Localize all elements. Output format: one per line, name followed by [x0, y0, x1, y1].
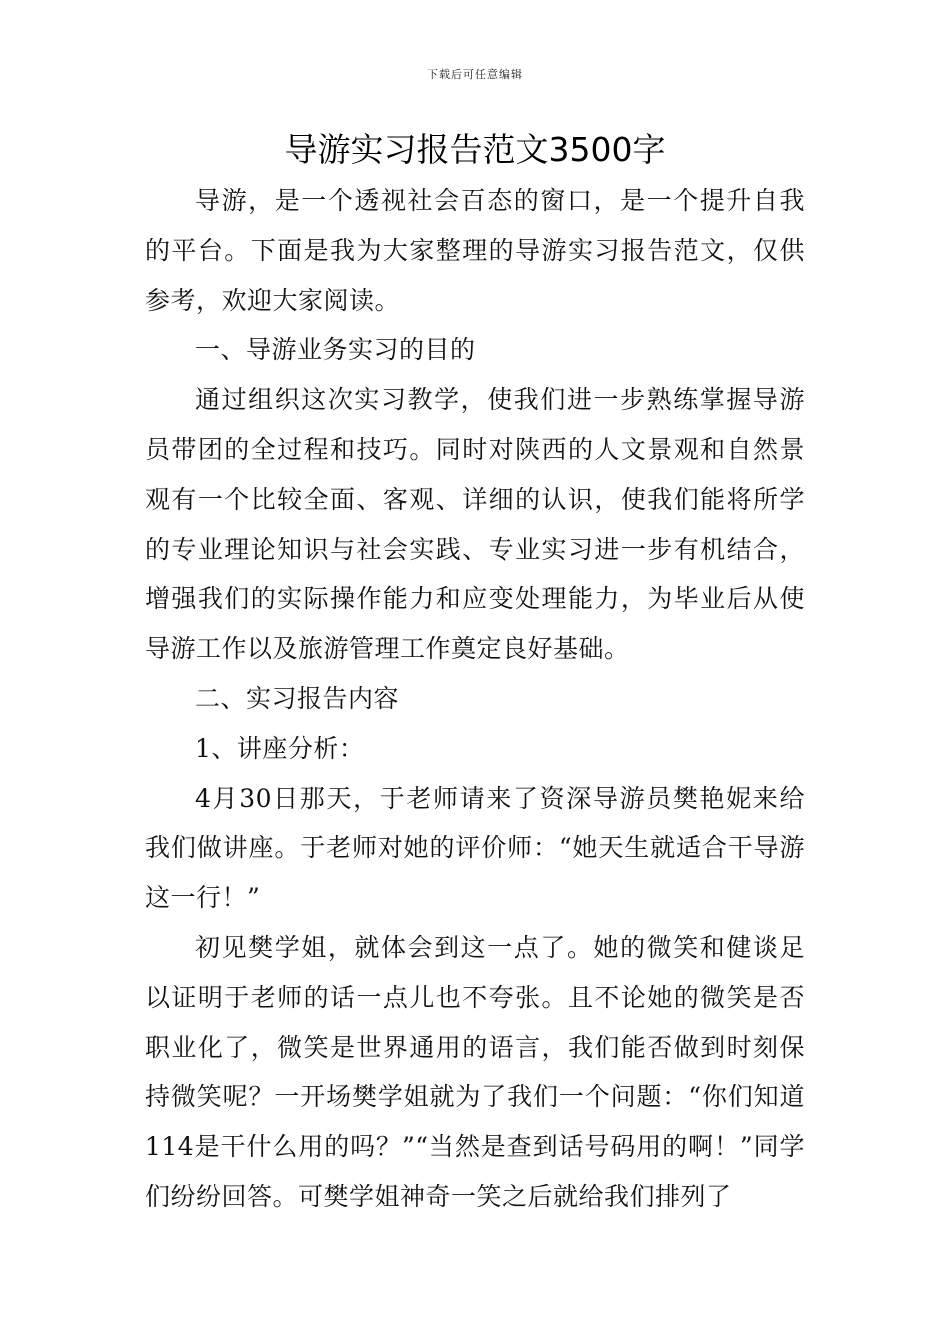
section-heading-content: 二、实习报告内容 — [195, 683, 400, 713]
section-heading-purpose: 一、导游业务实习的目的 — [195, 335, 476, 365]
lecture-paragraph: 4月30日那天，于老师请来了资深导游员樊艳妮来给我们做讲座。于老师对她的评价师：“她天生就适合干导游这一行！” — [145, 783, 805, 913]
document-body — [145, 176, 805, 1222]
impression-paragraph: 初见樊学姐，就体会到这一点了。她的微笑和健谈足以证明于老师的话一点儿也不夸张。且不论她的微笑是否职业化了，微笑是世界通用的语言，我们能否做到时刻保持微笑呢？一开场樊学姐就为了我们一个问题：“你们知道114是干什么用的吗？”“当然是查到话号码用的啊！”同学们纷纷回答。可樊学姐神奇一笑之后就给我们排列了 — [145, 932, 805, 1211]
subheading-lecture-analysis: 1、讲座分析： — [195, 733, 365, 763]
intro-paragraph: 导游，是一个透视社会百态的窗口，是一个提升自我的平台。下面是我为大家整理的导游实习报告范文，仅供参考，欢迎大家阅读。 — [145, 186, 805, 315]
header-note: 下载后可任意编辑 — [427, 68, 523, 81]
document-title: 导游实习报告范文3500字 — [284, 130, 666, 169]
purpose-paragraph: 通过组织这次实习教学，使我们进一步熟练掌握导游员带团的全过程和技巧。同时对陕西的人文景观和自然景观有一个比较全面、客观、详细的认识，使我们能将所学的专业理论知识与社会实践、专业实习进一步有机结合，增强我们的实际操作能力和应变处理能力，为毕业后从使导游工作以及旅游管理工作奠定良好基础。 — [145, 385, 805, 664]
